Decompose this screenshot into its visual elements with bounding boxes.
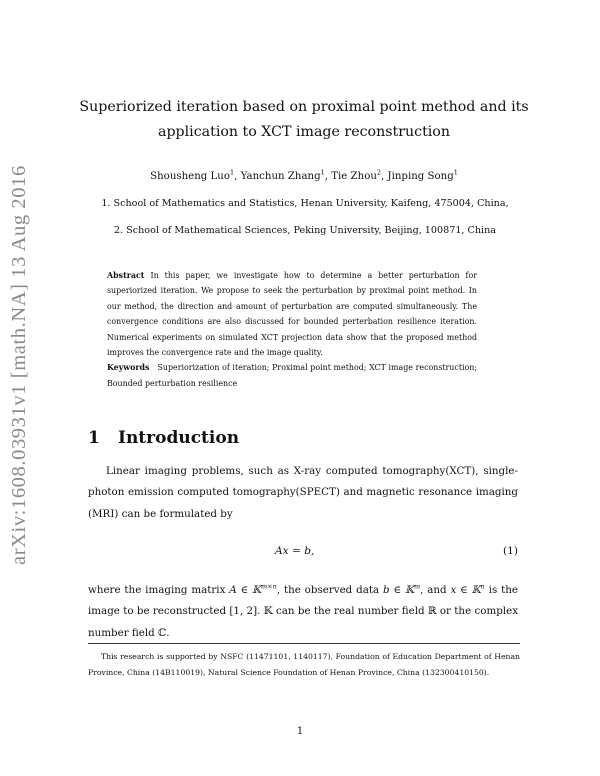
intro-paragraph-1: Linear imaging problems, such as X-ray computed tomography(XCT), single-photon emission computed tomography(SPECT) and magnetic resonance imaging (MRI) can be formulated by xyxy=(88,465,518,520)
page-number: 1 xyxy=(296,726,304,737)
abstract-text: In this paper, we investigate how to determine a better perturbation for superiorized iteration. We propose to seek the perturbation by proximal point method. In our method, the direction and amount of perturbation are computed simultaneously. The convergence conditions are also discussed for bounded perterbation resilience iteration. Numerical experiments on simulated XCT projection data show that the proposed method improves the convergence rate and the image quality. xyxy=(107,271,477,358)
keywords-paragraph xyxy=(107,360,477,391)
section-heading-introduction xyxy=(88,428,239,448)
para2-text: where the imaging matrix xyxy=(88,584,230,596)
author-name: Jinping Song xyxy=(387,171,454,182)
author-affil-mark: 2 xyxy=(376,168,382,177)
math-superscript: m×n xyxy=(261,582,277,591)
abstract-block xyxy=(107,268,477,391)
paper-title xyxy=(60,95,548,145)
para2-text: , the observed data xyxy=(276,584,384,596)
author-name: Yanchun Zhang xyxy=(240,171,321,182)
arxiv-identifier-stamp[interactable]: arXiv:1608.03931v1 [math.NA] 13 Aug 2016 xyxy=(8,165,30,565)
section-title: Introduction xyxy=(118,428,240,448)
author-name: Tie Zhou xyxy=(331,171,377,182)
author-list: Shousheng Luo$^1$, Yanchun Zhang$^1$, Tie Zhou$^2$, Jinping Song$^1$ xyxy=(150,168,458,182)
affiliation-1: 1. School of Mathematics and Statistics, Henan University, Kaifeng, 475004, China, xyxy=(101,198,509,209)
abstract-label: Abstract xyxy=(107,271,145,280)
para2-text: is the image to be reconstructed [1, 2]. 𝕂 can be the real number field ℝ or the complex number field ℂ. xyxy=(88,584,518,639)
keywords-label: Keywords xyxy=(107,363,150,373)
footnote-divider xyxy=(88,643,520,644)
author-affil-mark: 1 xyxy=(453,168,458,177)
equation-number: (1) xyxy=(502,545,518,557)
math-superscript: m xyxy=(413,582,421,591)
math-superscript: n xyxy=(480,582,485,591)
para2-text: , and xyxy=(420,584,451,596)
affiliation-2: 2. School of Mathematical Sciences, Peking University, Beijing, 100871, China xyxy=(113,225,497,236)
author-affil-mark: 1 xyxy=(320,168,325,177)
title-line-2: application to XCT image reconstruction xyxy=(158,124,450,140)
title-line-1: Superiorized iteration based on proximal point method and its xyxy=(79,99,529,115)
math-data-domain: b ∈ 𝕂 xyxy=(383,584,414,596)
intro-paragraph-2 xyxy=(88,580,518,644)
math-matrix-domain: A ∈ 𝕂 xyxy=(229,584,262,596)
section-number: 1 xyxy=(88,428,100,448)
author-affil-mark: 1 xyxy=(229,168,235,177)
math-image-domain: x ∈ 𝕂 xyxy=(450,584,481,596)
abstract-paragraph xyxy=(107,268,477,360)
author-name: Shousheng Luo xyxy=(150,171,230,182)
equation-body: Ax = b, xyxy=(275,545,315,557)
keywords-text: Superiorization of iteration; Proximal point method; XCT image reconstruction; Bounded perturbation resilience xyxy=(107,363,477,388)
funding-footnote: This research is supported by NSFC (11471101, 1140117), Foundation of Education Department of Henan Province, China (14B110019), Natural Science Foundation of Henan Province, China (132300410150). xyxy=(88,652,520,677)
